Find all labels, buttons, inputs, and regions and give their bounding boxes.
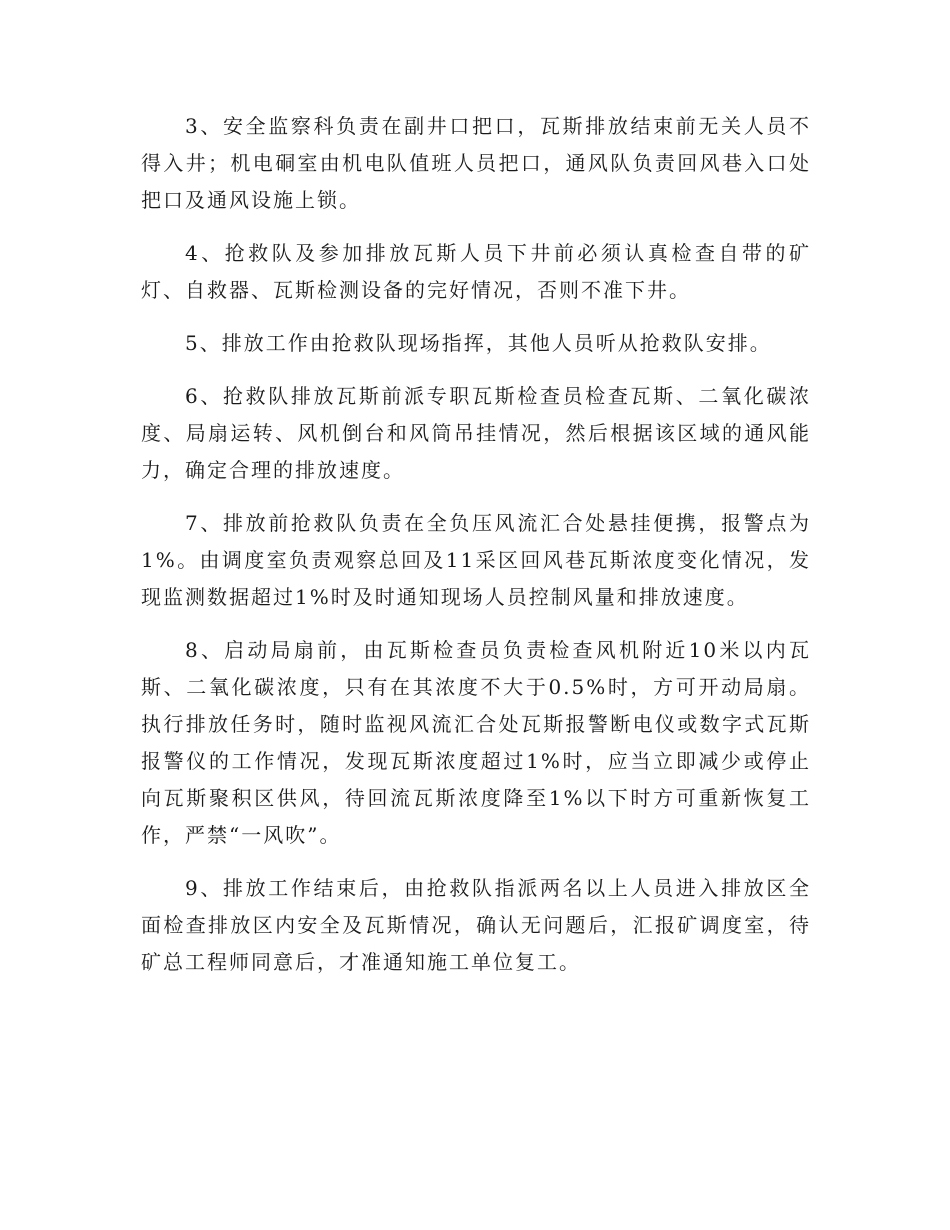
paragraph-item-3: 3、安全监察科负责在副井口把口，瓦斯排放结束前无关人员不得入井；机电硐室由机电队值班人员把口，通风队负责回风巷入口处把口及通风设施上锁。 — [141, 114, 811, 212]
paragraph-item-9: 9、排放工作结束后，由抢救队指派两名以上人员进入排放区全面检查排放区内安全及瓦斯情况，确认无问题后，汇报矿调度室，待矿总工程师同意后，才准通知施工单位复工。 — [141, 876, 811, 974]
paragraph-item-4: 4、抢救队及参加排放瓦斯人员下井前必须认真检查自带的矿灯、自救器、瓦斯检测设备的完好情况，否则不准下井。 — [141, 241, 811, 302]
paragraph-item-5: 5、排放工作由抢救队现场指挥，其他人员听从抢救队安排。 — [185, 331, 772, 355]
paragraph-item-7: 7、排放前抢救队负责在全负压风流汇合处悬挂便携，报警点为1%。由调度室负责观察总回及11采区回风巷瓦斯浓度变化情况，发现监测数据超过1%时及时通知现场人员控制风量和排放速度。 — [141, 511, 811, 609]
paragraph-item-6: 6、抢救队排放瓦斯前派专职瓦斯检查员检查瓦斯、二氧化碳浓度、局扇运转、风机倒台和风筒吊挂情况，然后根据该区域的通风能力，确定合理的排放速度。 — [141, 384, 811, 482]
paragraph-item-8: 8、启动局扇前，由瓦斯检查员负责检查风机附近10米以内瓦斯、二氧化碳浓度，只有在其浓度不大于0.5%时，方可开动局扇。执行排放任务时，随时监视风流汇合处瓦斯报警断电仪或数字式瓦斯报警仪的工作情况，发现瓦斯浓度超过1%时，应当立即减少或停止向瓦斯聚积区供风，待回流瓦斯浓度降至1%以下时方可重新恢复工作，严禁“一风吹”。 — [141, 638, 811, 847]
document-body — [141, 108, 811, 997]
